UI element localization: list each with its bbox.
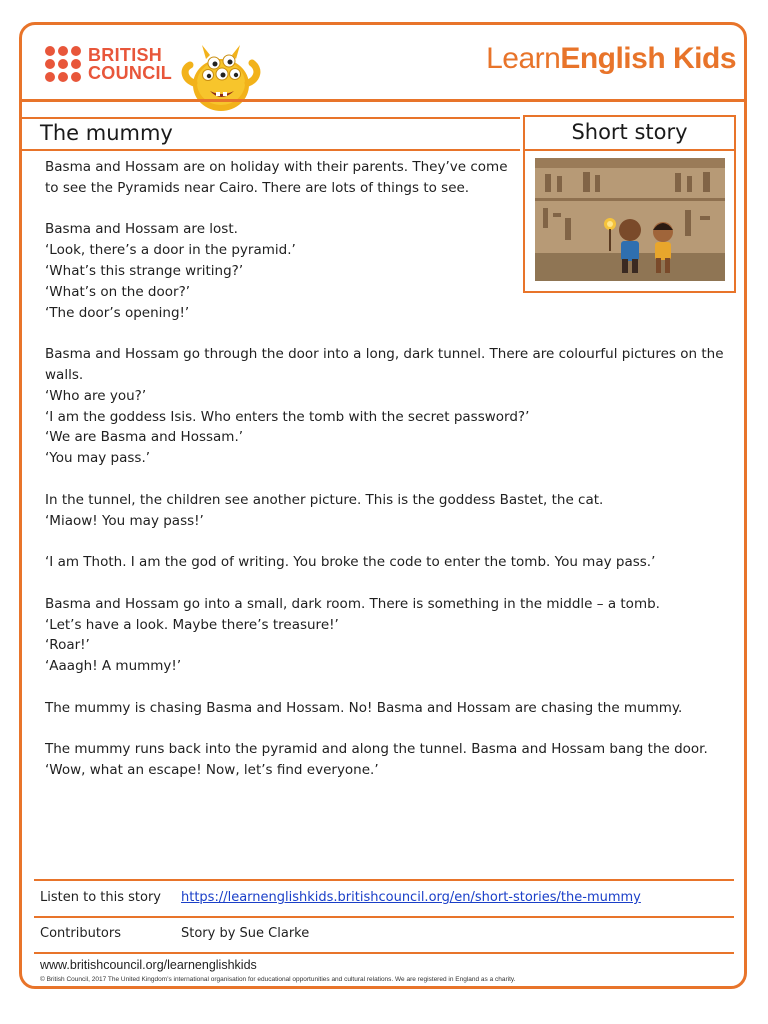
contributors-value: Story by Sue Clarke bbox=[181, 926, 310, 941]
story-line: ‘Let’s have a look. Maybe there’s treasure!’ bbox=[45, 616, 339, 633]
british-council-dots-icon bbox=[45, 46, 81, 82]
story-line: ‘What’s this strange writing?’ bbox=[45, 262, 244, 279]
story-paragraph bbox=[45, 739, 735, 781]
story-line: ‘We are Basma and Hossam.’ bbox=[45, 429, 244, 446]
story-line: Basma and Hossam are lost. bbox=[45, 221, 238, 238]
story-line: Basma and Hossam go into a small, dark room. There is something in the middle – a tomb. bbox=[45, 595, 660, 612]
brand-light-text: Learn bbox=[486, 42, 561, 75]
contributors-label: Contributors bbox=[40, 926, 121, 941]
story-line: ‘Look, there’s a door in the pyramid.’ bbox=[45, 242, 296, 259]
footer-copyright: © British Council, 2017 The United Kingdom’s international organisation for educational opportunities and cultural relations. We are registered in England as a charity. bbox=[40, 976, 516, 983]
story-line: walls. bbox=[45, 366, 84, 383]
story-paragraph bbox=[45, 157, 515, 199]
story-line: to see the Pyramids near Cairo. There are lots of things to see. bbox=[45, 179, 470, 196]
learnenglish-kids-logo[interactable] bbox=[486, 42, 736, 76]
info-divider-bottom bbox=[34, 952, 734, 954]
story-line: ‘Roar!’ bbox=[45, 637, 90, 654]
story-paragraph bbox=[45, 490, 735, 532]
story-line: ‘Who are you?’ bbox=[45, 387, 147, 404]
story-line: ‘Miaow! You may pass!’ bbox=[45, 512, 204, 529]
story-line: ‘I am Thoth. I am the god of writing. You broke the code to enter the tomb. You may pass.’ bbox=[45, 554, 656, 571]
info-divider-top bbox=[34, 879, 734, 881]
story-line: Basma and Hossam are on holiday with their parents. They’ve come bbox=[45, 159, 508, 175]
story-paragraph bbox=[45, 344, 735, 469]
story-line: ‘I am the goddess Isis. Who enters the tomb with the secret password?’ bbox=[45, 408, 530, 425]
story-line: In the tunnel, the children see another picture. This is the goddess Bastet, the cat. bbox=[45, 491, 604, 508]
story-body bbox=[45, 157, 735, 802]
story-line: The mummy runs back into the pyramid and along the tunnel. Basma and Hossam bang the door. bbox=[45, 741, 708, 758]
page-title: The mummy bbox=[40, 121, 173, 145]
story-line: ‘You may pass.’ bbox=[45, 450, 151, 467]
category-label: Short story bbox=[523, 115, 736, 151]
footer-url[interactable]: www.britishcouncil.org/learnenglishkids bbox=[40, 958, 257, 972]
story-line: ‘What’s on the door?’ bbox=[45, 283, 191, 300]
header-divider bbox=[21, 99, 747, 102]
listen-label: Listen to this story bbox=[40, 890, 161, 905]
story-paragraph bbox=[45, 594, 735, 677]
story-line: ‘Wow, what an escape! Now, let’s find everyone.’ bbox=[45, 762, 379, 779]
story-paragraph bbox=[45, 552, 735, 573]
info-divider-middle bbox=[34, 916, 734, 918]
british-council-wordmark: BRITISH COUNCIL bbox=[88, 45, 173, 83]
story-line: The mummy is chasing Basma and Hossam. No! Basma and Hossam are chasing the mummy. bbox=[45, 699, 683, 716]
story-paragraph bbox=[45, 698, 735, 719]
story-link[interactable]: https://learnenglishkids.britishcouncil.org/en/short-stories/the-mummy bbox=[181, 890, 641, 905]
story-line: ‘Aaagh! A mummy!’ bbox=[45, 658, 182, 675]
british-council-logo[interactable] bbox=[45, 44, 172, 84]
story-paragraph bbox=[45, 219, 515, 323]
story-line: ‘The door’s opening!’ bbox=[45, 304, 190, 321]
story-line: Basma and Hossam go through the door into a long, dark tunnel. There are colourful pictures on the bbox=[45, 346, 724, 363]
brand-bold-text: English Kids bbox=[560, 42, 736, 75]
monster-mascot-icon bbox=[178, 33, 264, 119]
